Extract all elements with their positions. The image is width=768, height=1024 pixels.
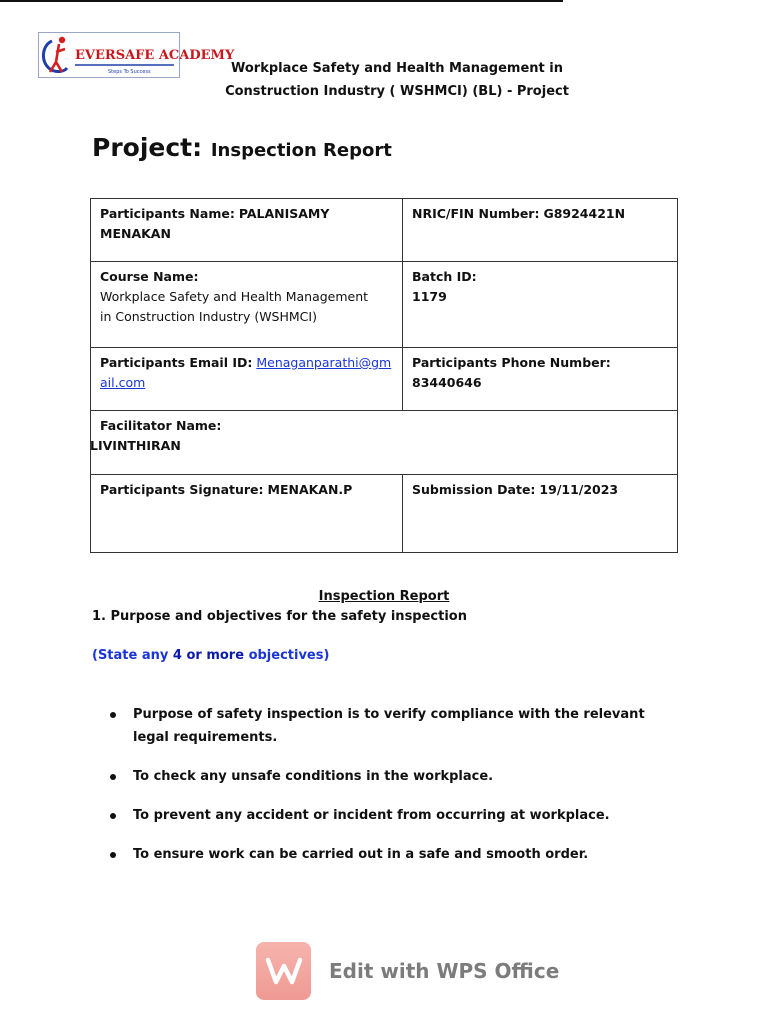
- course-value-line-1: Workplace Safety and Health Management: [100, 289, 369, 304]
- participant-name-value: PALANISAMY MENAKAN: [100, 206, 330, 241]
- course-value-line-2: in Construction Industry (WSHMCI): [100, 309, 317, 324]
- phone-cell: [403, 348, 678, 411]
- list-item: Purpose of safety inspection is to verify compliance with the relevant legal requirements.: [108, 703, 668, 749]
- list-item: To check any unsafe conditions in the workplace.: [108, 765, 668, 788]
- svg-text:EVERSAFE ACADEMY: EVERSAFE ACADEMY: [75, 48, 235, 63]
- wps-office-watermark[interactable]: [256, 942, 559, 1000]
- project-subtitle: Inspection Report: [210, 140, 392, 161]
- signature-label: Participants Signature:: [100, 482, 264, 497]
- email-label: Participants Email ID:: [100, 355, 253, 370]
- project-title: [92, 133, 392, 162]
- svg-text:Steps To Success: Steps To Success: [108, 69, 151, 75]
- facilitator-value: LIVINTHIRAN: [90, 438, 181, 453]
- course-cell: [91, 262, 403, 348]
- doc-header-line-1: Workplace Safety and Health Management in: [231, 61, 563, 76]
- list-item: To ensure work can be carried out in a safe and smooth order.: [108, 843, 668, 866]
- list-item: To prevent any accident or incident from occurring at workplace.: [108, 804, 668, 827]
- phone-value: 83440646: [412, 375, 482, 390]
- facilitator-cell: [91, 411, 678, 475]
- participant-info-table: [90, 198, 678, 553]
- batch-label: Batch ID:: [412, 269, 477, 284]
- top-rule: [0, 0, 563, 2]
- question-1: 1. Purpose and objectives for the safety inspection: [92, 609, 467, 624]
- doc-header-line-2: Construction Industry ( WSHMCI) (BL) - Project: [225, 84, 569, 99]
- participant-name-label: Participants Name:: [100, 206, 235, 221]
- email-link[interactable]: Menaganparathi@gmail.com: [100, 355, 392, 390]
- objectives-list: [108, 703, 668, 882]
- wps-logo-icon: [256, 942, 311, 1000]
- facilitator-label: Facilitator Name:: [100, 418, 222, 433]
- nric-label: NRIC/FIN Number:: [412, 206, 540, 221]
- hint-bold: 4 or more: [172, 648, 245, 663]
- submission-label: Submission Date:: [412, 482, 536, 497]
- course-label: Course Name:: [100, 269, 199, 284]
- submission-cell: [403, 475, 678, 553]
- batch-value: 1179: [412, 289, 447, 304]
- signature-value: MENAKAN.P: [267, 482, 353, 497]
- section-title: Inspection Report: [318, 589, 450, 604]
- nric-value: G8924421N: [543, 206, 626, 221]
- hint-prefix: (State any: [92, 648, 173, 663]
- signature-cell: [91, 475, 403, 553]
- hint-suffix: objectives): [244, 648, 330, 663]
- nric-cell: [403, 199, 678, 262]
- phone-label: Participants Phone Number:: [412, 355, 611, 370]
- email-cell: [91, 348, 403, 411]
- submission-value: 19/11/2023: [539, 482, 619, 497]
- batch-cell: [403, 262, 678, 348]
- participant-name-cell: [91, 199, 403, 262]
- objectives-hint: [92, 648, 329, 663]
- wps-watermark-text: Edit with WPS Office: [329, 959, 560, 983]
- project-label: Project:: [92, 133, 203, 162]
